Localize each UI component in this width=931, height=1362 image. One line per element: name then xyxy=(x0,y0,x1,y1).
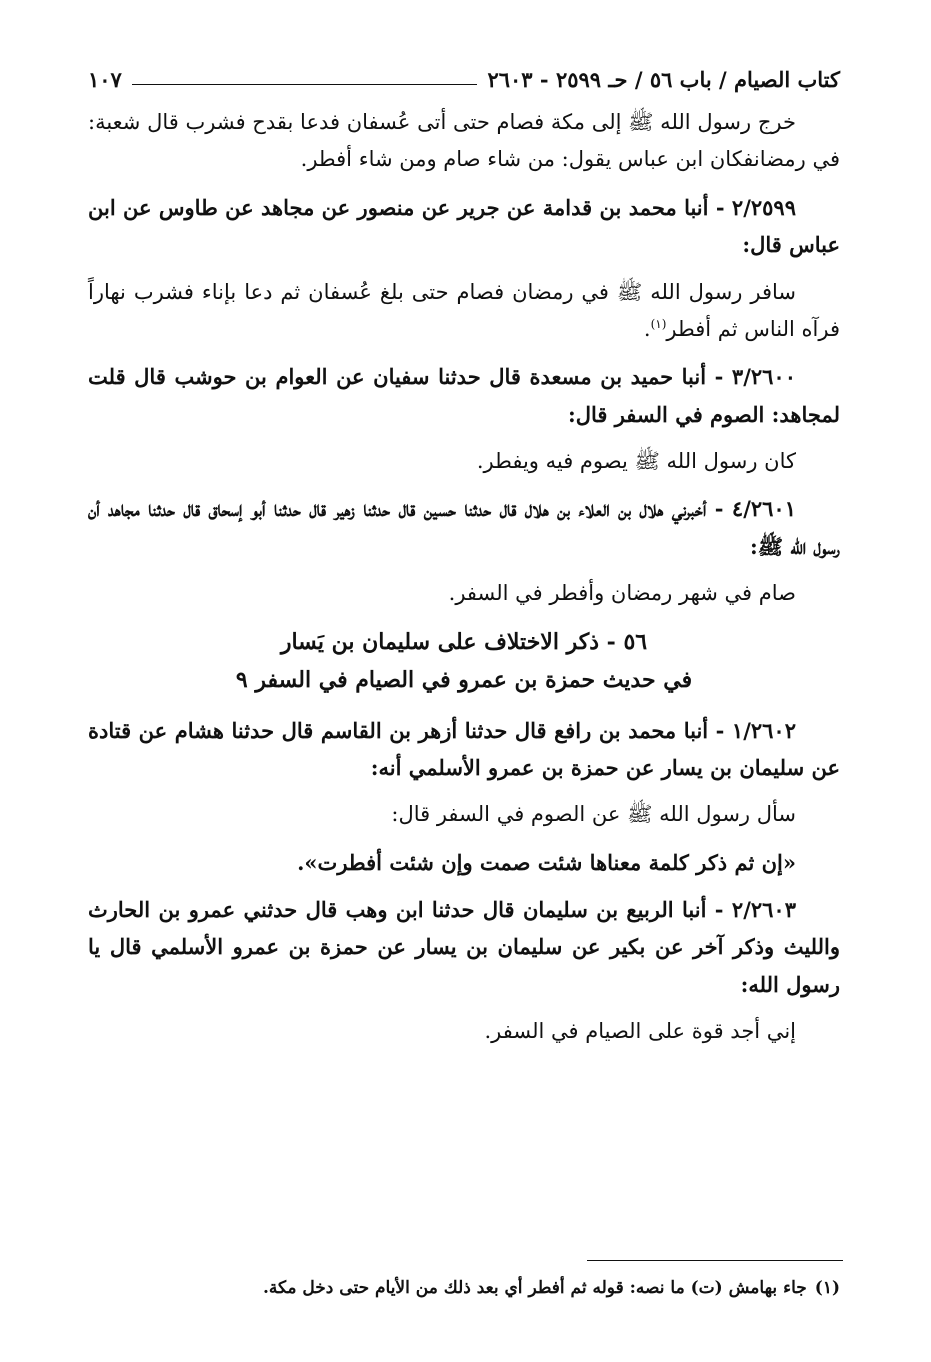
hadith-text xyxy=(88,1013,840,1050)
paragraph-text: إني أجد قوة على الصيام في السفر. xyxy=(484,1019,796,1044)
hadith-quote xyxy=(88,844,840,881)
page-header xyxy=(88,62,840,96)
paragraph-text: ١/٢٦٠٢ - أنبا محمد بن رافع قال حدثنا أزهر بن القاسم قال حدثنا هشام عن قتادة عن سليمان بن يسار عن حمزة بن عمرو الأسلمي أنه: xyxy=(88,717,840,780)
hadith-text xyxy=(88,796,840,833)
hadith-text xyxy=(88,104,840,179)
paragraph-text: ٢/٢٥٩٩ - أنبا محمد بن قدامة عن جرير عن منصور عن مجاهد عن طاوس عن ابن عباس قال: xyxy=(88,194,840,258)
hadith-text xyxy=(88,443,840,480)
chapter-heading-line-2: في حديث حمزة بن عمرو في الصيام في السفر ٩ xyxy=(235,667,693,693)
page-body xyxy=(88,104,840,1061)
header-rule xyxy=(132,84,478,85)
paragraph-tail: . xyxy=(643,316,651,341)
chapter-heading-line-1: ٥٦ - ذكر الاختلاف على سليمان بن يَسار xyxy=(280,628,648,655)
chapter-heading xyxy=(88,623,840,700)
narration-chain xyxy=(88,189,840,264)
narration-chain xyxy=(88,358,840,433)
footnote-separator xyxy=(587,1260,843,1261)
paragraph-text: سافر رسول الله ﷺ في رمضان فصام حتى بلغ عُسفان ثم دعا بإناء فشرب نهاراً فرآه الناس ثم أفطر xyxy=(88,279,840,341)
paragraph-text: صام في شهر رمضان وأفطر في السفر. xyxy=(448,581,796,606)
paragraph-text: ٣/٢٦٠٠ - أنبا حميد بن مسعدة قال حدثنا سفيان عن العوام بن حوشب قال قلت لمجاهد: الصوم في السفر قال: xyxy=(88,364,840,427)
narration-chain xyxy=(88,712,840,787)
narration-chain xyxy=(88,891,840,1003)
hadith-text xyxy=(88,274,840,349)
paragraph-text: «إن ثم ذكر كلمة معناها شئت صمت وإن شئت أفطرت». xyxy=(297,849,796,875)
footnote-ref[interactable]: (١) xyxy=(650,316,667,331)
running-title: كتاب الصيام / باب ٥٦ / حـ ٢٥٩٩ - ٢٦٠٣ xyxy=(487,66,840,92)
paragraph-text: ٤/٢٦٠١ - أخبرني هلال بن العلاء بن هلال قال حدثنا حسين قال حدثنا زهير قال حدثنا أبو إسحاق قال حدثنا مجاهد أن رسول الله ﷺ: xyxy=(88,496,840,559)
paragraph-text: سأل رسول الله ﷺ عن الصوم في السفر قال: xyxy=(391,802,796,827)
footnote-mark: (١) xyxy=(814,1278,840,1298)
paragraph-text: ٢/٢٦٠٣ - أنبا الربيع بن سليمان قال حدثنا ابن وهب قال حدثني عمرو بن الحارث والليث وذكر آخر عن بكير عن سليمان بن يسار عن حمزة بن عمرو الأسلمي قال يا رسول الله: xyxy=(88,897,840,997)
paragraph-text: خرج رسول الله ﷺ إلى مكة فصام حتى أتى عُسفان فدعا بقدح فشرب قال شعبة: في رمضانفكان ابن عباس يقول: من شاء صام ومن شاء أفطر. xyxy=(88,110,840,172)
page-number: ١٠٧ xyxy=(88,66,122,92)
paragraph-text: كان رسول الله ﷺ يصوم فيه ويفطر. xyxy=(476,449,796,473)
footnote xyxy=(88,1276,840,1302)
footnote-text: جاء بهامش (ت) ما نصه: قوله ثم أفطر أي بعد ذلك من الأيام حتى دخل مكة. xyxy=(262,1278,807,1298)
hadith-text xyxy=(88,575,840,612)
narration-chain xyxy=(88,490,840,565)
